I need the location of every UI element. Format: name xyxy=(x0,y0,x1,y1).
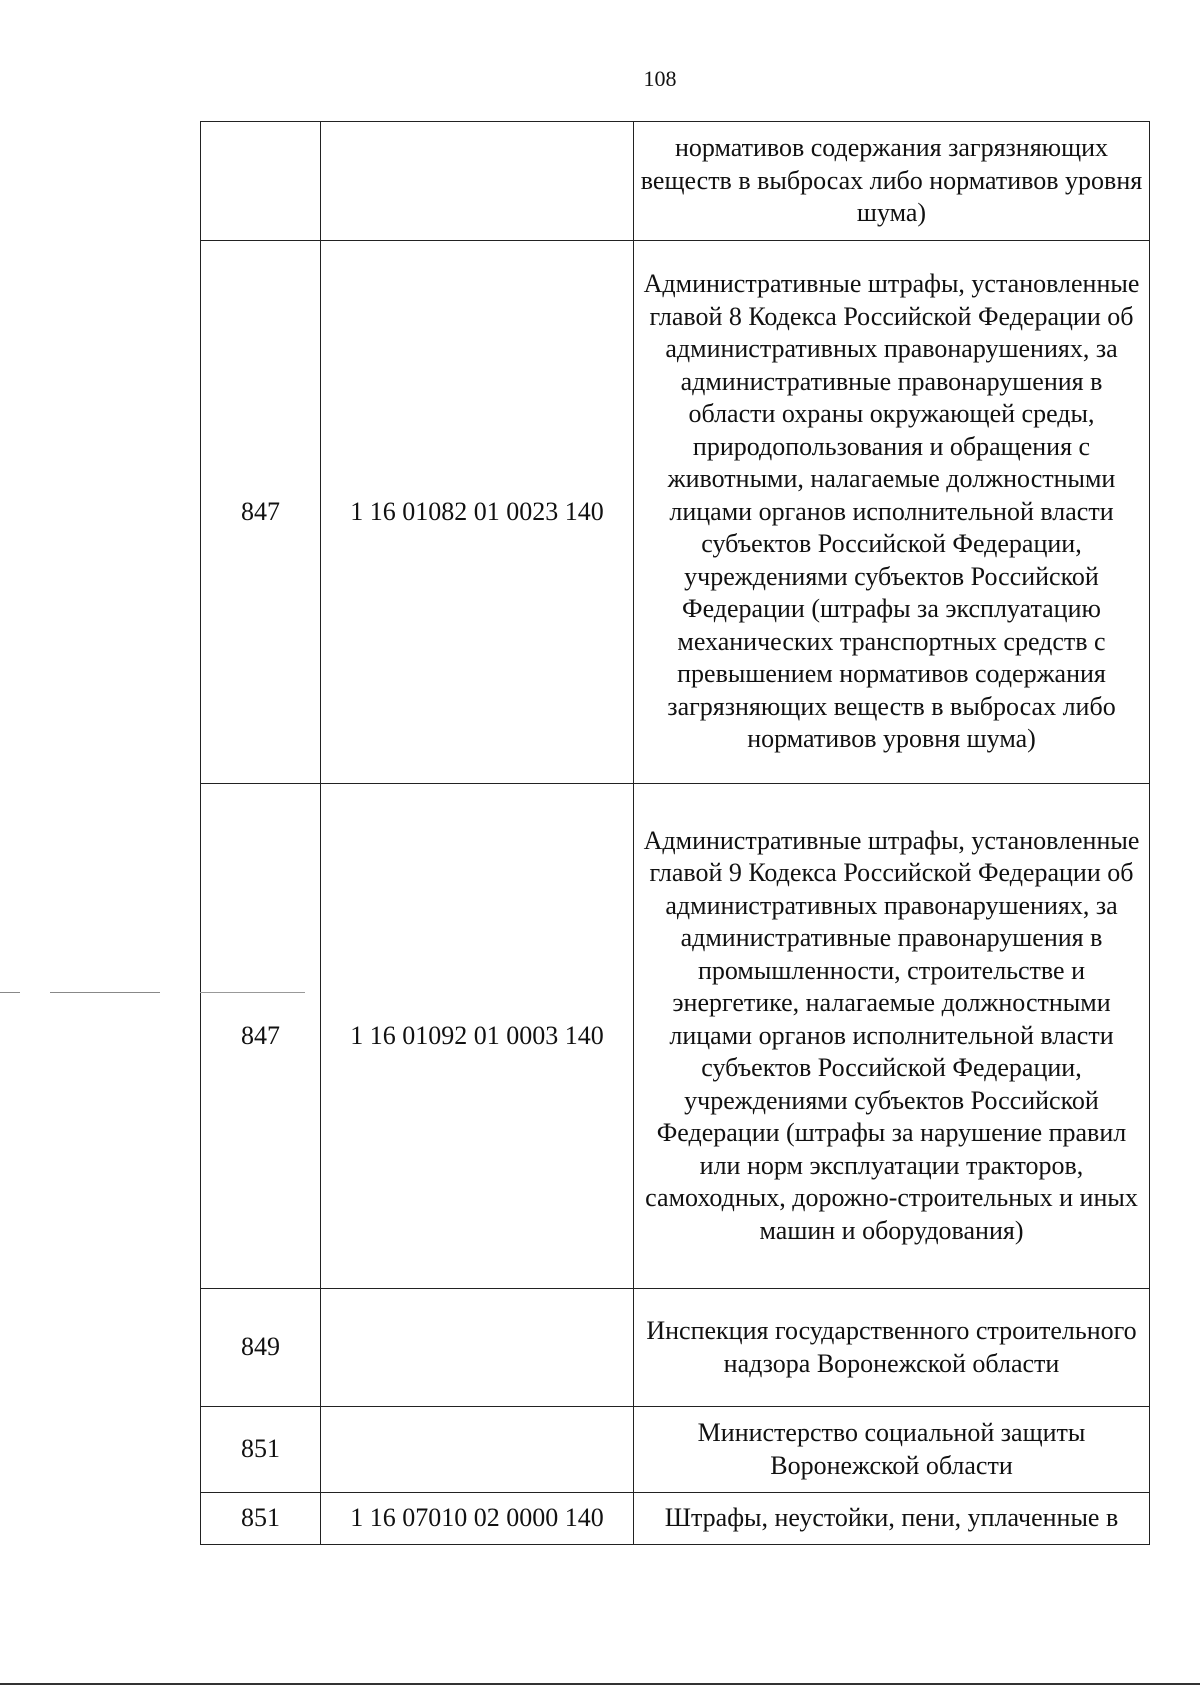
scan-artifact-line xyxy=(200,992,305,993)
admin-code-cell: 851 xyxy=(201,1493,321,1545)
description-cell: Инспекция государственного строительного надзора Воронежской области xyxy=(634,1289,1150,1407)
table-row xyxy=(201,122,1150,241)
budget-code-cell xyxy=(321,1407,634,1493)
budget-code-cell: 1 16 07010 02 0000 140 xyxy=(321,1493,634,1545)
description-cell: Министерство социальной защиты Воронежской области xyxy=(634,1407,1150,1493)
budget-code-cell: 1 16 01082 01 0023 140 xyxy=(321,241,634,784)
table-row xyxy=(201,241,1150,784)
scan-artifact-line xyxy=(0,992,20,993)
table-row xyxy=(201,1493,1150,1545)
table-row xyxy=(201,1407,1150,1493)
budget-code-cell xyxy=(321,1289,634,1407)
admin-code-cell: 849 xyxy=(201,1289,321,1407)
admin-code-cell: 851 xyxy=(201,1407,321,1493)
scan-artifact-line xyxy=(50,992,160,993)
description-cell: нормативов содержания загрязняющих веществ в выбросах либо нормативов уровня шума) xyxy=(634,122,1150,241)
revenue-classification-table xyxy=(200,121,1150,1545)
table-row xyxy=(201,1289,1150,1407)
admin-code-cell: 847 xyxy=(201,241,321,784)
budget-code-cell xyxy=(321,122,634,241)
scan-artifact-line xyxy=(0,1683,1200,1685)
page-number: 108 xyxy=(643,66,677,91)
description-cell: Штрафы, неустойки, пени, уплаченные в xyxy=(634,1493,1150,1545)
description-cell: Административные штрафы, установленные главой 8 Кодекса Российской Федерации об административных правонарушениях, за административные правонарушения в области охраны окружающей среды, природопользования и обращения с животными, налагаемые должностными лицами органов исполнительной власти субъектов Российской Федерации, учреждениями субъектов Российской Федерации (штрафы за эксплуатацию механических транспортных средств с превышением нормативов содержания загрязняющих веществ в выбросах либо нормативов уровня шума) xyxy=(634,241,1150,784)
table-row xyxy=(201,784,1150,1289)
admin-code-cell xyxy=(201,122,321,241)
admin-code-cell: 847 xyxy=(201,784,321,1289)
budget-code-cell: 1 16 01092 01 0003 140 xyxy=(321,784,634,1289)
description-cell: Административные штрафы, установленные главой 9 Кодекса Российской Федерации об административных правонарушениях, за административные правонарушения в промышленности, строительстве и энергетике, налагаемые должностными лицами органов исполнительной власти субъектов Российской Федерации, учреждениями субъектов Российской Федерации (штрафы за нарушение правил или норм эксплуатации тракторов, самоходных, дорожно-строительных и иных машин и оборудования) xyxy=(634,784,1150,1289)
